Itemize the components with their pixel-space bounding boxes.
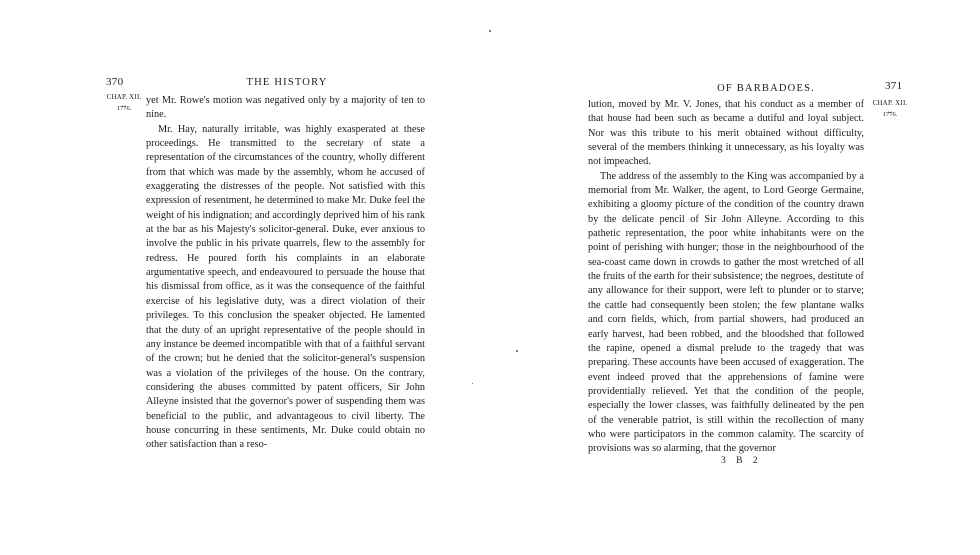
brace-icon: ⏟ (121, 99, 127, 107)
brace-icon: ⏟ (887, 105, 893, 113)
right-page (490, 0, 980, 555)
right-body-text (588, 98, 864, 457)
left-page-number: 370 (106, 76, 124, 88)
left-body-text (146, 94, 425, 453)
left-margin-chapter: CHAP. XII. (106, 93, 142, 101)
signature-mark: 3 B 2 (721, 456, 762, 466)
right-margin-year: 1776. (882, 111, 898, 118)
page-speck (472, 383, 473, 384)
right-page-number: 371 (885, 80, 903, 92)
right-paragraph: lution, moved by Mr. V. Jones, that his conduct as a member of that house had been such as became a dutiful and loyal subject. Nor was this tribute to his merit obtained without difficulty, several of the members thinking it unnecessary, as his loyalty was not impeached. (588, 99, 864, 168)
left-paragraph: yet Mr. Rowe's motion was negatived only by a majority of ten to nine. (146, 95, 425, 121)
right-running-head: OF BARBADOES. (717, 83, 815, 94)
right-paragraph: The address of the assembly to the King was accompanied by a memorial from Mr. Walker, the agent, to Lord George Germaine, exhibiting a gloomy picture of the condition of the country drawn by the delicate pencil of Sir John Alleyne. According to this pathetic representation, the poor white inhabitants were on the point of perishing with hunger; those in the neighbourhood of the sea-coast came down in crowds to gather the most wretched of all the fruits of the earth for their subsistence; the negroes, destitute of any allowance for their support, were left to plunder or to starve; the cattle had consequently been stolen; the few plantane walks and corn fields, which, from partial showers, had produced an early harvest, had been robbed, and the bloodshed that followed the rapine, opened a dismal prelude to the tragedy that was preparing. These accounts have been accused of exaggeration. The event indeed proved that the apprehensions of famine were providentially relieved. Yet that the condition of the people, especially the lower classes, was faithfully delineated by the pen of the venerable patriot, is still within the recollection of many who were participators in the common calamity. The scarcity of provisions was so alarming, that the governor (588, 170, 864, 455)
right-margin-note (868, 100, 912, 119)
left-running-head: THE HISTORY (246, 77, 328, 88)
left-paragraph: Mr. Hay, naturally irritable, was highly exasperated at these proceedings. He transmitted to the secretary of state a representation of the circumstances of the country, wholly different from that which was made by the assembly, whom he accused of exaggerating the distresses of the people. Not satisfied with this expression of resentment, he determined to make Mr. Duke feel the weight of his indignation; and accordingly deprived him of his rank at the bar as his Majesty's solicitor-general. Duke, ever anxious to involve the public in his private quarrels, flew to the assembly for redress. He poured forth his complaints in an elaborate argumentative speech, and endeavoured to persuade the house that his dismissal from office, as it was the consequence of the faithful exercise of his legislative duty, was a direct violation of their privileges. To this conclusion the speaker objected. He lamented that the duty of an upright representative of the people should in any instance be deemed incompatible with that of a faithful servant of the crown; but he denied that the solicitor-general's suspension was a violation of the privileges of the house. On the contrary, considering the abuses committed by patent officers, Sir John Alleyne insisted that the governor's power of suspending them was beneficial to the public, and advantageous to civil liberty. The house concurring in these sentiments, Mr. Duke could obtain no other satisfaction than a reso- (146, 123, 425, 451)
left-margin-year: 1776. (116, 105, 132, 112)
left-margin-note (104, 94, 144, 113)
right-margin-chapter: CHAP. XII. (872, 99, 908, 107)
